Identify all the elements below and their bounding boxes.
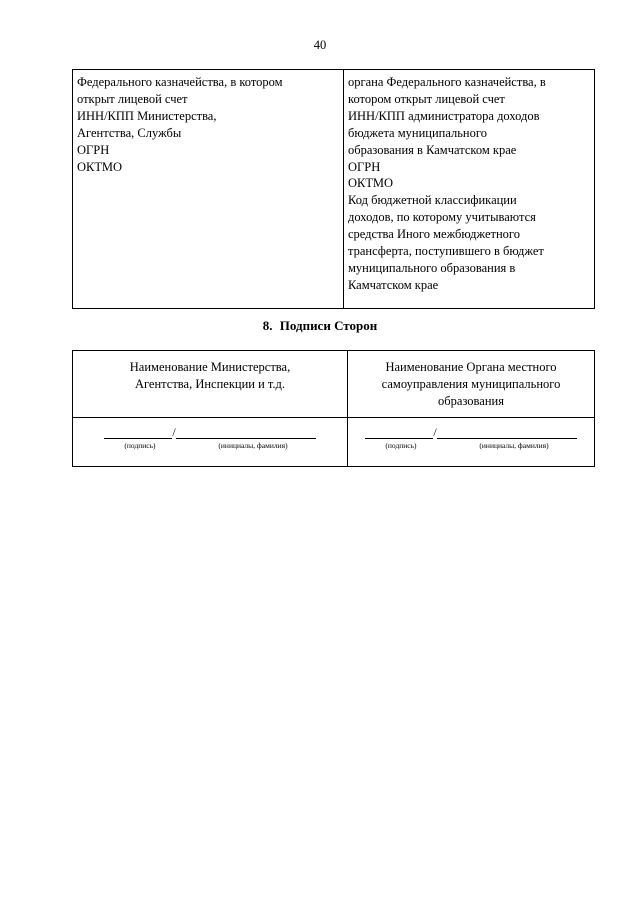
section-title: Подписи Сторон [279,318,378,333]
ministry-details-line: открыт лицевой счет [77,91,188,106]
details-row [73,70,595,309]
municipal-details-line: ИНН/КПП администратора доходов [348,108,540,123]
ministry-name-line: Наименование Министерства, [129,360,291,374]
municipal-details-cell [344,70,595,309]
ministry-name-line: Агентства, Инспекции и т.д. [134,376,286,391]
municipal-details-line: котором открыт лицевой счет [348,91,505,106]
signature-line[interactable] [348,425,594,439]
municipal-details-line: ОКТМО [348,176,393,191]
ministry-details-cell [73,70,344,309]
municipal-details-line: муниципального образования в [348,260,516,275]
section-heading [0,318,640,334]
name-blank[interactable] [437,426,577,439]
details-table [72,69,595,309]
ministry-name-cell [73,351,348,418]
signature-line[interactable] [73,425,347,439]
section-number: 8. [262,318,273,333]
ministry-details-line: Агентства, Службы [77,125,182,140]
municipal-body-name-line: Наименование Органа местного [385,360,557,374]
ministry-details-line: ОКТМО [77,159,122,174]
municipal-details-line: бюджета муниципального [348,125,487,140]
page-number: 40 [313,38,327,52]
ministry-details-line: ОГРН [77,142,110,157]
municipal-details-line: средства Иного межбюджетного [348,227,520,242]
municipal-body-name-line: самоуправления муниципального [381,376,561,391]
municipal-details-line: Камчатском крае [348,277,439,292]
signature-caption-label: (подпись) [385,441,417,450]
name-blank[interactable] [176,426,316,439]
signature-separator: / [433,425,437,439]
name-caption-label: (инициалы, фамилия) [479,441,549,450]
signature-name-row [73,351,595,418]
municipal-details-line: органа Федерального казначейства, в [348,75,546,89]
ministry-details-line: ИНН/КПП Министерства, [77,108,217,123]
signature-line-row [73,418,595,467]
ministry-details-line: Федерального казначейства, в котором [77,75,283,89]
municipal-details-line: трансферта, поступившего в бюджет [348,244,544,259]
signature-separator: / [172,425,176,439]
municipal-body-name-line: образования [438,393,504,408]
signature-caption-label: (подпись) [124,441,156,450]
municipal-details-line: образования в Камчатском крае [348,142,517,157]
signature-caption [73,441,347,451]
name-caption-label: (инициалы, фамилия) [218,441,288,450]
signature-table [72,350,595,467]
municipal-body-name-cell [348,351,595,418]
municipal-details-line: доходов, по которому учитываются [348,210,536,225]
municipal-details-line: Код бюджетной классификации [348,193,517,208]
signature-caption [348,441,594,451]
signature-blank[interactable] [104,426,172,439]
ministry-signature-cell[interactable] [73,418,348,467]
municipal-signature-cell[interactable] [348,418,595,467]
municipal-details-line: ОГРН [348,159,381,174]
signature-blank[interactable] [365,426,433,439]
